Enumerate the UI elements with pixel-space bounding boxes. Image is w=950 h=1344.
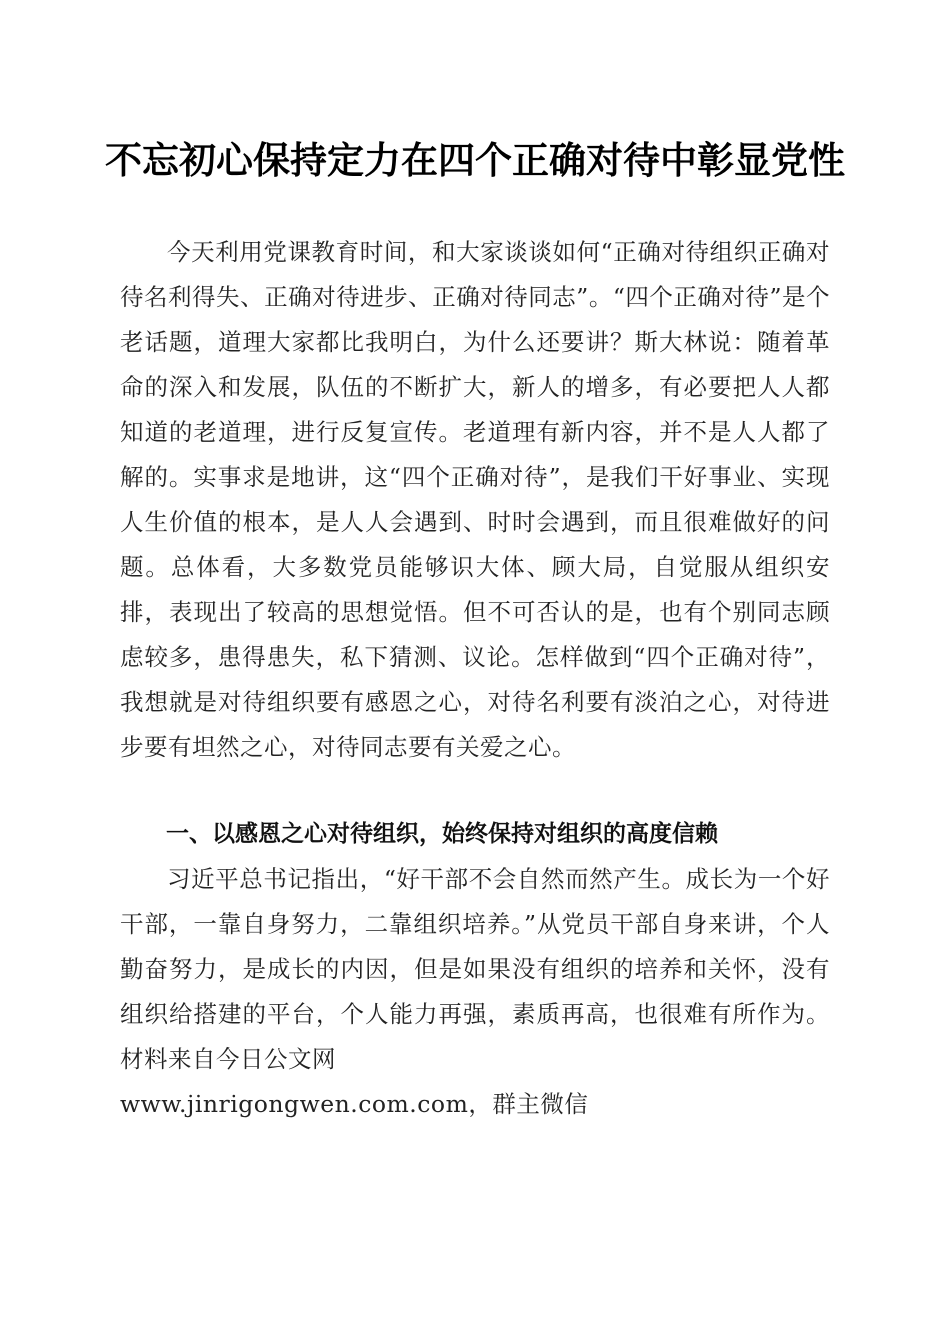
section-heading: 一、以感恩之心对待组织，始终保持对组织的高度信赖 [166,821,718,847]
section-paragraph-text: 习近平总书记指出，“好干部不会自然而然产生。成长为一个好干部，一靠自身努力，二靠组织培养。”从党员干部自身来讲，个人勤奋努力，是成长的内因，但是如果没有组织的培养和关怀，没有组织给搭建的平台，个人能力再强，素质再高，也很难有所作为。材料来自今日公文网 [120,865,830,1073]
section-paragraph [120,857,830,1127]
source-line: www.jinrigongwen.com.com，群主微信 [120,1090,589,1118]
intro-paragraph: 今天利用党课教育时间，和大家谈谈如何“正确对待组织正确对待名利得失、正确对待进步、正确对待同志”。“四个正确对待”是个老话题，道理大家都比我明白，为什么还要讲？斯大林说：随着革命的深入和发展，队伍的不断扩大，新人的增多，有必要把人人都知道的老道理，进行反复宣传。老道理有新内容，并不是人人都了解的。实事求是地讲，这“四个正确对待”，是我们干好事业、实现人生价值的根本，是人人会遇到、时时会遇到，而且很难做好的问题。总体看，大多数党员能够识大体、顾大局，自觉服从组织安排，表现出了较高的思想觉悟。但不可否认的是，也有个别同志顾虑较多，患得患失，私下猜测、议论。怎样做到“四个正确对待”，我想就是对待组织要有感恩之心，对待名利要有淡泊之心，对待进步要有坦然之心，对待同志要有关爱之心。 [120,238,830,761]
document-title: 不忘初心保持定力在四个正确对待中彰显党性 [105,138,845,182]
